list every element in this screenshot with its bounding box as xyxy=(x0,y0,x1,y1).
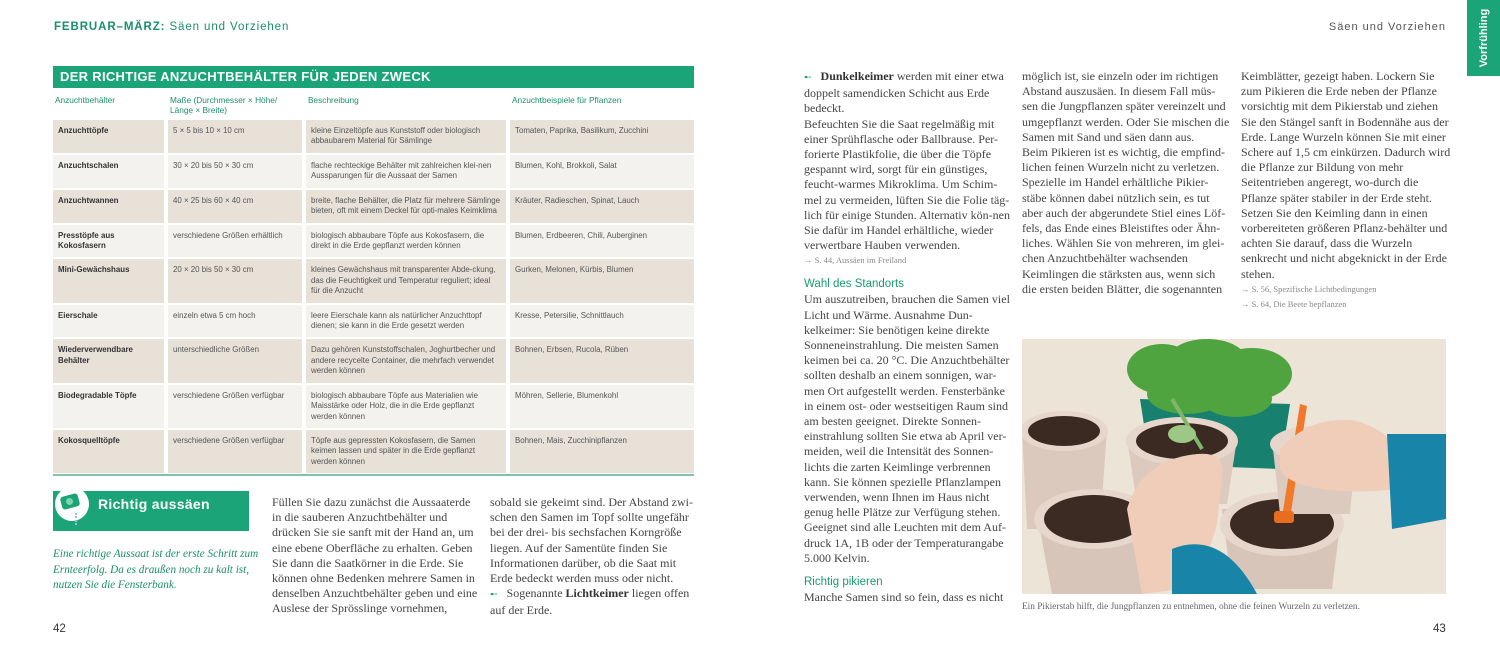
chapter-months: FEBRUAR–MÄRZ: xyxy=(54,21,166,33)
table-cell-container-name: Wiederverwendbare Behälter xyxy=(53,339,164,382)
cross-reference-link[interactable]: → S. 56, Spezifische Lichtbedingungen xyxy=(1241,283,1377,294)
photo-illustration xyxy=(1022,339,1446,594)
table-body xyxy=(53,120,694,473)
table-cell: Kräuter, Radieschen, Spinat, Lauch xyxy=(510,190,694,223)
table-cell-container-name: Anzuchttöpfe xyxy=(53,120,164,153)
table-cell-container-name: Biodegradable Töpfe xyxy=(53,385,164,428)
running-head-right: Säen und Vorziehen xyxy=(1328,21,1446,33)
table-row xyxy=(53,225,694,258)
table-row xyxy=(53,155,694,188)
seed-packet-icon xyxy=(55,487,89,521)
section-heading-box xyxy=(53,491,249,531)
table-row xyxy=(53,385,694,428)
body-column-4 xyxy=(1022,69,1230,297)
paragraph: Um auszutreiben, brauchen die Samen viel Licht und Wärme. Ausnahme Dun-kelkeimer: Sie benötigen keine direkte Sonneneinstrahlung. Die meisten Samen keimen bei ca. 20 °C. Die Anzuchtbehälter sollten deshalb an einem sonnigen, war-men Ort aufgestellt werden. Fensterbänke in einem ost- oder westseitigen Raum sind am besten geeignet. Direkte Sonnen-einstrahlung sollten Sie etwa ab April ver-meiden, weil die Intensität des Sonnen-lichts die zarten Keimlinge verbrennen kann. Sie können spezielle Pflanzlampen verwenden, wenn Ihnen im Haus nicht genug helle Plätze zur Verfügung stehen. Geeignet sind alle Leuchten mit dem Auf-druck 1A, 1B oder der Temperaturangabe 5.000 Kelvin. xyxy=(804,292,1010,565)
running-head-left xyxy=(54,21,289,33)
paragraph: Keimblätter, gezeigt haben. Lockern Sie zum Pikieren die Erde neben der Pflanze vorsichtig mit dem Pikierstab und ziehen Sie den Stängel sanft in Bodennähe aus der Erde. Lange Wurzeln können Sie mit einer Schere auf 1,5 cm einkürzen. Dadurch wird die Pflanze zur Bildung von mehr Seitentrieben angeregt, wo-durch die Pflanze später stabiler in der Erde steht. Setzen Sie den Keimling dann in einen vorbereiteten größeren Pflanz-behälter und achten Sie darauf, dass die Wurzeln senkrecht und nicht abgeknickt in der Erde stehen. xyxy=(1241,69,1451,281)
table-row xyxy=(53,339,694,382)
table-row xyxy=(53,190,694,223)
table-cell: Blumen, Kohl, Brokkoli, Salat xyxy=(510,155,694,188)
body-column-5 xyxy=(1241,69,1453,312)
container-table xyxy=(53,66,694,476)
body-column-2 xyxy=(490,495,698,619)
pricking-stick-tip xyxy=(1274,511,1294,523)
bullet-dunkelkeimer xyxy=(804,69,1012,117)
table-cell: unterschiedliche Größen xyxy=(168,339,302,382)
side-tab-vorfruehling[interactable] xyxy=(1467,0,1500,76)
table-cell: 40 × 25 bis 60 × 40 cm xyxy=(168,190,302,223)
table-title: DER RICHTIGE ANZUCHTBEHÄLTER FÜR JEDEN ZWECK xyxy=(53,66,694,88)
photo-caption: Ein Pikierstab hilft, die Jungpflanzen zu entnehmen, ohne die feinen Wurzeln zu verletzen. xyxy=(1022,602,1360,612)
subheading-standort: Wahl des Standorts xyxy=(804,278,904,291)
bold-term: Lichtkeimer xyxy=(565,586,629,601)
paragraph: Befeuchten Sie die Saat regelmäßig mit einer Sprühflasche oder Ballbrause. Per-forierte Plastikfolie, die über die Töpfe gespannt wird, sorgt für ein günstiges, feucht-warmes Mikroklima. Um Schim-mel zu vermeiden, lüften Sie die Folie täg-lich für einige Stunden. Alternativ kön-nen Sie dafür im Handel erhältliche, wieder verwertbare Hauben verwenden. xyxy=(804,116,1010,253)
table-row xyxy=(53,259,694,302)
table-cell: biologisch abbaubare Töpfe aus Kokosfasern, die direkt in die Erde gepflanzt werden können xyxy=(306,225,506,258)
bullet-text: Sogenannte xyxy=(506,586,563,601)
table-cell: leere Eierschale kann als natürlicher Anzuchttopf dienen; sie kann in die Erde gesetzt werden xyxy=(306,305,506,338)
table-cell: Tomaten, Paprika, Basilikum, Zucchini xyxy=(510,120,694,153)
table-header-cell: Anzuchtbehälter xyxy=(55,95,115,105)
table-cell-container-name: Eierschale xyxy=(53,305,164,338)
table-cell-container-name: Presstöpfe aus Kokosfasern xyxy=(53,225,164,258)
table-header-row xyxy=(53,88,694,118)
paragraph: Füllen Sie dazu zunächst die Aussaaterde in die sauberen Anzuchtbehälter und drücken Sie sie sanft mit der Hand an, um eine ebene Oberfläche zu erhalten. Geben Sie dann die Saatkörner in die Erde. Sie können ohne Bedenken mehrere Samen in denselben Anzuchtbehälter geben und eine Auslese der Sprösslinge vornehmen, xyxy=(272,495,478,616)
right-sleeve xyxy=(1387,434,1446,529)
table-cell-container-name: Mini-Gewächshaus xyxy=(53,259,164,302)
bullet-lichtkeimer xyxy=(490,586,698,618)
bold-term: Dunkelkeimer xyxy=(820,69,894,83)
cross-reference-link[interactable]: → S. 44, Aussäen im Freiland xyxy=(804,255,907,266)
table-cell: verschiedene Größen erhältlich xyxy=(168,225,302,258)
arrow-bullet-icon: ➸ xyxy=(804,73,812,83)
table-cell: Töpfe aus gepressten Kokosfasern, die Samen keimen lassen und später in die Erde gepflanzt werden können xyxy=(306,430,506,473)
cross-reference-link[interactable]: → S. 64, Die Beete bepflanzen xyxy=(1241,298,1347,309)
table-cell: Gurken, Melonen, Kürbis, Blumen xyxy=(510,259,694,302)
arrow-bullet-icon: ➸ xyxy=(490,590,498,601)
table-row xyxy=(53,120,694,153)
table-cell: verschiedene Größen verfügbar xyxy=(168,430,302,473)
photo-pricking-out-seedlings xyxy=(1022,339,1446,594)
table-cell-container-name: Kokosquelltöpfe xyxy=(53,430,164,473)
table-row xyxy=(53,430,694,473)
side-tab-label: Vorfrühling xyxy=(1477,8,1490,68)
table-cell: Bohnen, Erbsen, Rucola, Rüben xyxy=(510,339,694,382)
page-number-left: 42 xyxy=(53,623,66,635)
seedling-leaf xyxy=(1168,425,1196,443)
table-cell: Blumen, Erdbeeren, Chili, Auberginen xyxy=(510,225,694,258)
bullet-text: werden mit einer etwa doppelt samendicken Schicht aus Erde bedeckt. xyxy=(804,69,1004,116)
seeds-falling-icon xyxy=(75,513,81,525)
table-cell: Bohnen, Mais, Zucchinipflanzen xyxy=(510,430,694,473)
paragraph: sobald sie gekeimt sind. Der Abstand zwi-schen den Samen im Topf sollte ungefähr bei der drei- bis sechsfachen Korngröße liegen. Auf der Samentüte finden Sie Informationen darüber, ob die Saat mit Erde bedeckt werden muss oder nicht. xyxy=(490,495,693,586)
page-number-right: 43 xyxy=(1433,623,1446,635)
subheading-pikieren: Richtig pikieren xyxy=(804,576,883,589)
section-title: Richtig aussäen xyxy=(98,496,210,512)
table-cell: biologisch abbaubare Töpfe aus Materialien wie Maisstärke oder Holz, die in die Erde gepflanzt werden können xyxy=(306,385,506,428)
table-cell: 5 × 5 bis 10 × 10 cm xyxy=(168,120,302,153)
table-header-cell: Beschreibung xyxy=(308,95,359,105)
table-cell: Kresse, Petersilie, Schnittlauch xyxy=(510,305,694,338)
table-cell: flache rechteckige Behälter mit zahlreichen klei-nen Aussparungen für die Aussaat der Samen xyxy=(306,155,506,188)
table-cell-container-name: Anzuchtwannen xyxy=(53,190,164,223)
table-cell: kleines Gewächshaus mit transparenter Abde-ckung, das die Feuchtigkeit und Temperatur reguliert; ideal für die Anzucht xyxy=(306,259,506,302)
chapter-title: Säen und Vorziehen xyxy=(169,21,290,33)
body-column-3 xyxy=(804,69,1012,605)
table-cell-container-name: Anzuchtschalen xyxy=(53,155,164,188)
table-cell: Möhren, Sellerie, Blumenkohl xyxy=(510,385,694,428)
section-intro: Eine richtige Aussaat ist der erste Schritt zum Ernteerfolg. Da es draußen noch zu kalt ist, nutzen Sie die Fensterbank. xyxy=(53,548,259,591)
table-cell: Dazu gehören Kunststoffschalen, Joghurtbecher und andere recycelte Container, die mehrfach verwendet werden können xyxy=(306,339,506,382)
table-cell: 20 × 20 bis 50 × 30 cm xyxy=(168,259,302,302)
table-header-cell: Maße (Durchmesser × Höhe/ Länge × Breite) xyxy=(170,95,278,116)
paragraph: Beim Pikieren ist es wichtig, die empfind-lichen feinen Wurzeln nicht zu verletzen. Spezielle im Handel erhältliche Pikier-stäbe können dabei nützlich sein, es tut aber auch der abgerundete Stiel eines Löf-fels, das Ende eines Bleistiftes oder Ähn-liches. Wählen Sie von mehreren, im glei-chen Anzuchtbehälter wachsenden Keimlingen die stärksten aus, wenn sich die ersten beiden Blätter, die sogenannten xyxy=(1022,145,1226,296)
table-cell: 30 × 20 bis 50 × 30 cm xyxy=(168,155,302,188)
table-cell: kleine Einzeltöpfe aus Kunststoff oder biologisch abbaubarem Material für Sämlinge xyxy=(306,120,506,153)
table-cell: einzeln etwa 5 cm hoch xyxy=(168,305,302,338)
paragraph: möglich ist, sie einzeln oder im richtigen Abstand auszusäen. In diesem Fall müs-sen die Jungpflanzen später vereinzelt und umgepflanzt werden. Oder Sie mischen die Samen mit Sand und säen dann aus. xyxy=(1022,69,1230,144)
paragraph: Manche Samen sind so fein, dass es nicht xyxy=(804,590,1004,605)
table-row xyxy=(53,305,694,338)
table-cell: verschiedene Größen verfügbar xyxy=(168,385,302,428)
table-bottom-rule xyxy=(53,474,694,476)
body-column-1 xyxy=(272,495,480,617)
table-cell: breite, flache Behälter, die Platz für mehrere Sämlinge bieten, oft mit einem Deckel für opti-males Keimklima xyxy=(306,190,506,223)
table-header-cell: Anzuchtbeispiele für Pflanzen xyxy=(512,95,622,105)
bullet-text: liegen offen auf der Erde. xyxy=(490,586,690,618)
